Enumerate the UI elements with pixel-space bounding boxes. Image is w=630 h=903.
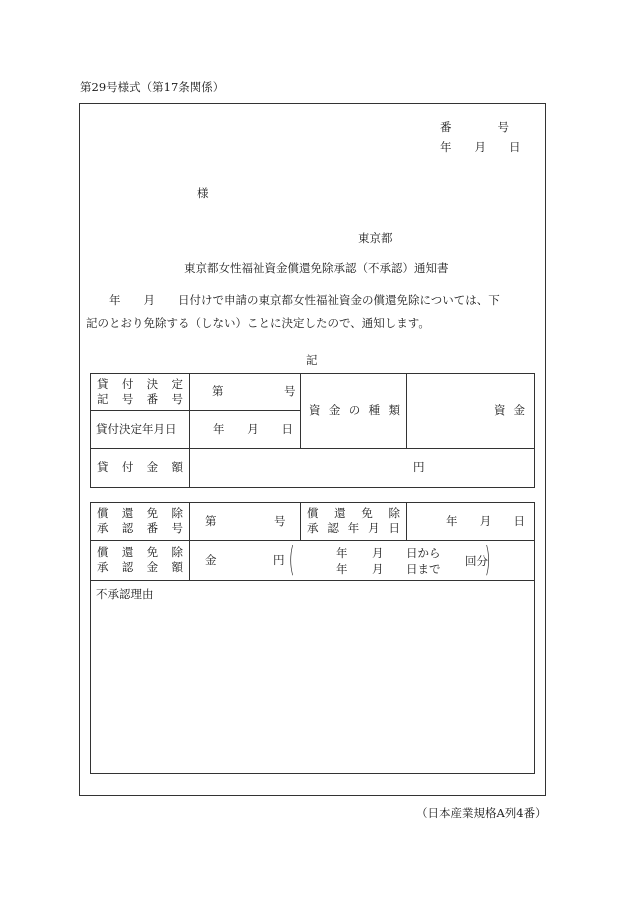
loan-decision-date-value: 年 月 日 [213, 422, 293, 436]
table2-col-divider [300, 502, 301, 540]
exemption-date-label-line2: 承 認 年 月 日 [307, 521, 400, 535]
table1-col-divider [189, 373, 190, 488]
period-from-day: 日から [406, 546, 441, 560]
exemption-number-label-line2: 承 認 番 号 [97, 521, 183, 535]
exemption-amount-prefix: 金 [205, 553, 217, 567]
exemption-number-prefix: 第 [205, 514, 217, 528]
issuer-name: 東京都 [358, 231, 393, 245]
exemption-date-label-line1: 償 還 免 除 [307, 506, 400, 520]
document-number-label: 番 号 [440, 120, 509, 134]
addressee-suffix: 様 [197, 186, 209, 200]
period-to-year: 年 [336, 562, 348, 576]
loan-number-suffix: 号 [284, 384, 296, 398]
loan-decision-date-label: 貸付決定年月日 [96, 422, 177, 436]
table2-col-divider [189, 502, 190, 580]
period-to-month: 月 [372, 562, 384, 576]
document-title: 東京都女性福祉資金償還免除承認（不承認）通知書 [184, 261, 449, 275]
loan-decision-number-label-line2: 記 号 番 号 [97, 392, 183, 406]
period-from-year: 年 [336, 546, 348, 560]
table1-row-divider [90, 410, 300, 411]
body-line-2: 記のとおり免除する（しない）ことに決定したので、通知します。 [86, 316, 430, 330]
table2-row-divider [90, 580, 535, 581]
fund-suffix: 資 金 [494, 403, 525, 417]
exemption-amount-label-line2: 承 認 金 額 [97, 560, 183, 574]
loan-amount-label: 貸 付 金 額 [97, 460, 183, 474]
period-open-bracket: ( [288, 540, 295, 580]
body-line-1: 年 月 日付けで申請の東京都女性福祉資金の償還免除については、下 [86, 293, 500, 307]
form-number: 第29号様式（第17条関係） [80, 80, 225, 94]
rejection-reason-label: 不承認理由 [96, 587, 154, 601]
table1-col-divider [300, 373, 301, 448]
table1-col-divider [406, 373, 407, 448]
period-close-bracket: ) [484, 540, 491, 580]
paper-size-note: （日本産業規格A列4番） [416, 806, 547, 820]
exemption-table [90, 502, 535, 774]
loan-amount-yen: 円 [413, 460, 425, 474]
table2-row-divider [90, 540, 535, 541]
installments-label: 回分 [465, 554, 488, 568]
exemption-amount-label-line1: 償 還 免 除 [97, 545, 183, 559]
table2-col-divider [406, 502, 407, 540]
table1-row-divider [90, 448, 535, 449]
exemption-number-suffix: 号 [274, 514, 286, 528]
exemption-number-label-line1: 償 還 免 除 [97, 506, 183, 520]
period-from-month: 月 [372, 546, 384, 560]
document-date-label: 年 月 日 [440, 140, 521, 154]
fund-type-label: 資 金 の 種 類 [309, 403, 400, 417]
loan-number-prefix: 第 [212, 384, 224, 398]
exemption-date-value: 年 月 日 [446, 514, 525, 528]
ki-heading: 記 [306, 353, 318, 367]
loan-decision-number-label-line1: 貸 付 決 定 [97, 377, 183, 391]
period-to-day: 日まで [406, 562, 441, 576]
exemption-amount-suffix: 円 [273, 553, 285, 567]
